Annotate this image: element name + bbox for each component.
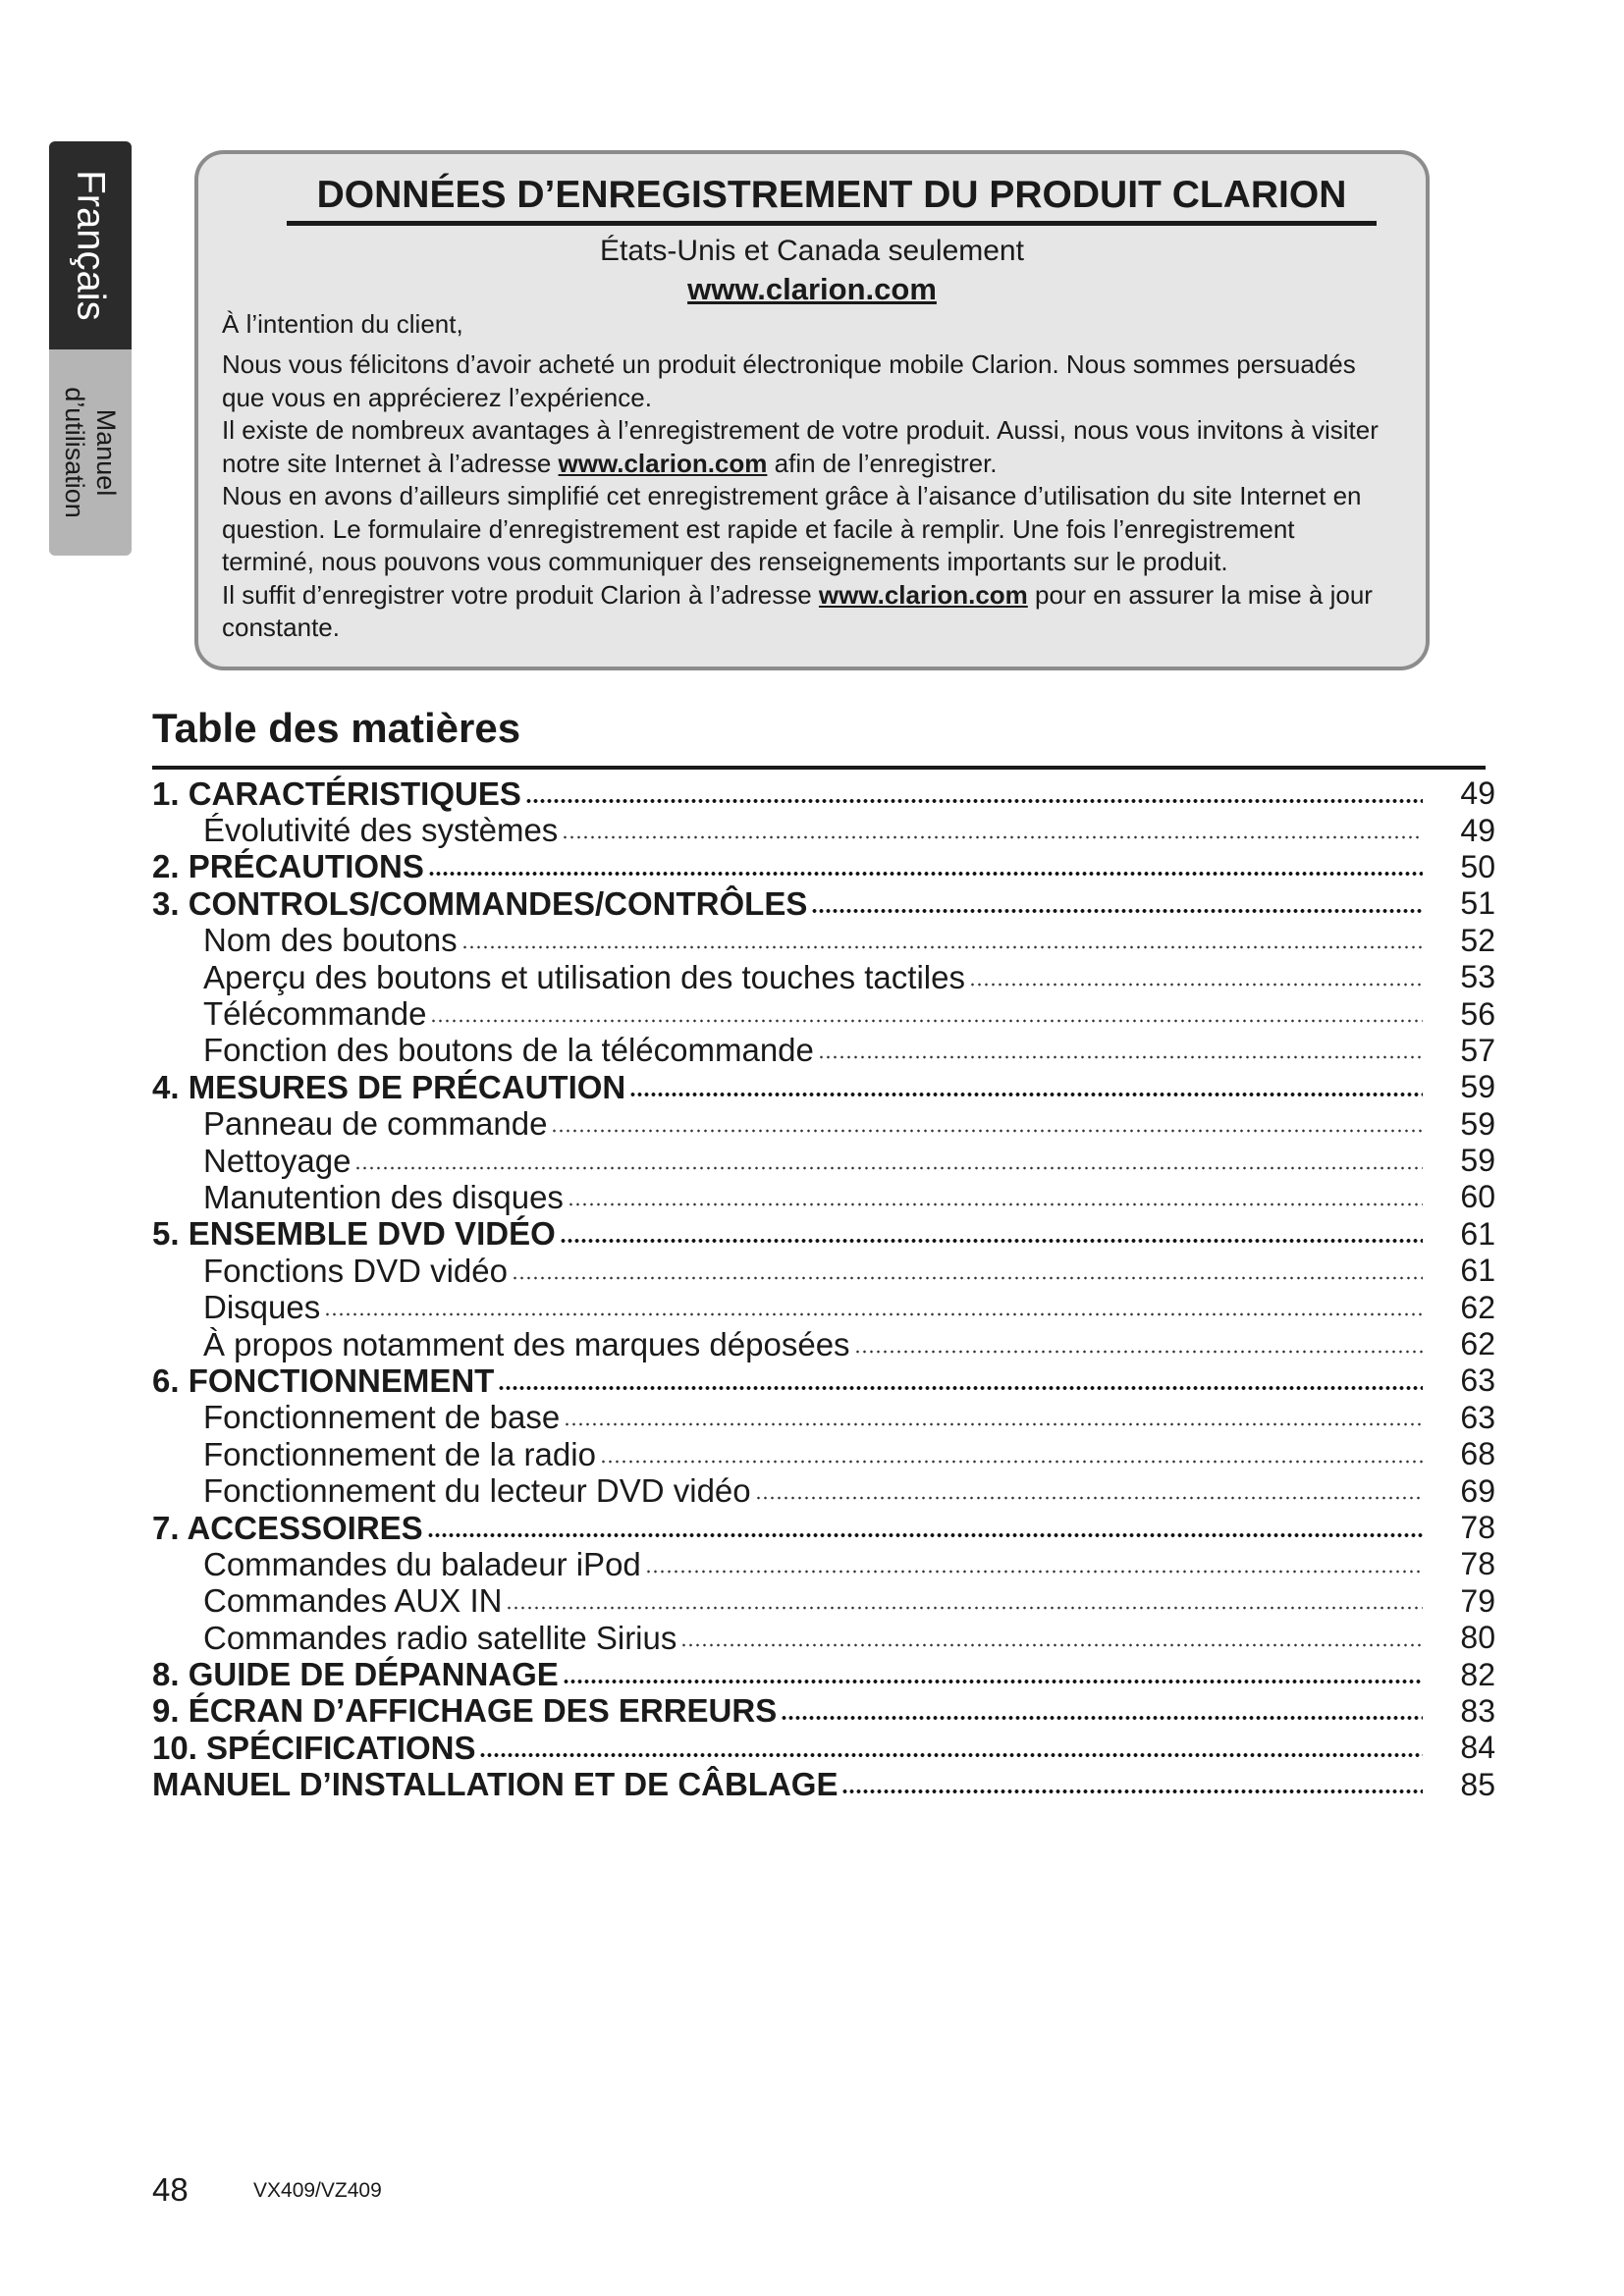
toc-entry-page: 52: [1460, 922, 1495, 958]
toc-entry-leader: [755, 1496, 1423, 1500]
toc-entry-leader: [818, 1055, 1423, 1059]
registration-paragraph-2: [222, 414, 1390, 480]
manual-tab-line2: d’utilisation: [60, 387, 89, 518]
toc-entry-label: Fonctions DVD vidéo: [203, 1252, 508, 1289]
toc-entry-leader: [811, 909, 1423, 913]
toc-entry[interactable]: [152, 1656, 1495, 1692]
toc-entry-label: Télécommande: [203, 995, 427, 1033]
toc-entry[interactable]: [152, 1546, 1495, 1582]
toc-entry[interactable]: [152, 995, 1495, 1032]
toc-entry-label: 4. MESURES DE PRÉCAUTION: [152, 1068, 626, 1105]
toc-entry-leader: [600, 1460, 1423, 1464]
toc-entry-leader: [506, 1606, 1423, 1610]
toc-list: [152, 775, 1495, 1803]
toc-entry-leader: [427, 1533, 1423, 1537]
toc-entry-label: Fonctionnement de la radio: [203, 1435, 596, 1472]
toc-entry-leader: [645, 1570, 1423, 1574]
toc-entry-page: 83: [1460, 1692, 1495, 1729]
toc-entry[interactable]: [152, 1179, 1495, 1215]
toc-entry-label: 3. CONTROLS/COMMANDES/CONTRÔLES: [152, 884, 808, 922]
toc-entry-leader: [854, 1350, 1423, 1354]
toc-entry[interactable]: [152, 1326, 1495, 1362]
toc-entry-leader: [680, 1643, 1423, 1647]
toc-entry-label: Évolutivité des systèmes: [203, 812, 559, 849]
toc-entry-label: Aperçu des boutons et utilisation des touches tactiles: [203, 958, 965, 995]
registration-p2-text-end: afin de l’enregistrer.: [767, 448, 998, 478]
registration-url-link[interactable]: www.clarion.com: [687, 272, 937, 306]
toc-entry[interactable]: [152, 1620, 1495, 1656]
toc-entry-leader: [568, 1202, 1423, 1206]
toc-entry[interactable]: [152, 1216, 1495, 1253]
toc-entry[interactable]: [152, 775, 1495, 812]
toc-entry-label: Fonctionnement de base: [203, 1399, 561, 1436]
toc-entry[interactable]: [152, 1033, 1495, 1069]
toc-entry-page: 69: [1460, 1472, 1495, 1509]
toc-entry-label: Commandes du baladeur iPod: [203, 1545, 641, 1582]
toc-entry-leader: [498, 1386, 1423, 1390]
toc-entry[interactable]: [152, 1436, 1495, 1472]
toc-entry-label: Commandes AUX IN: [203, 1582, 503, 1620]
toc-entry[interactable]: [152, 1693, 1495, 1730]
toc-entry-leader: [629, 1093, 1423, 1096]
toc-entry-page: 49: [1460, 812, 1495, 848]
registration-subtitle: États-Unis et Canada seulement: [600, 235, 1024, 267]
toc-entry-leader: [525, 799, 1423, 803]
registration-body: [222, 348, 1390, 645]
toc-entry-leader: [428, 872, 1423, 876]
toc-entry-leader: [560, 1239, 1423, 1243]
registration-greeting: À l’intention du client,: [222, 309, 463, 339]
language-tab-label: Français: [69, 170, 113, 321]
toc-entry[interactable]: [152, 1289, 1495, 1325]
toc-entry-page: 56: [1460, 995, 1495, 1032]
toc-entry-page: 68: [1460, 1436, 1495, 1472]
registration-p2-link[interactable]: www.clarion.com: [558, 448, 768, 478]
toc-entry[interactable]: [152, 1253, 1495, 1289]
toc-entry-page: 57: [1460, 1032, 1495, 1068]
toc-entry[interactable]: [152, 1106, 1495, 1143]
page-number: 48: [152, 2171, 189, 2208]
toc-entry[interactable]: [152, 1069, 1495, 1105]
toc-entry-label: Nom des boutons: [203, 922, 458, 959]
toc-entry-label: Manutention des disques: [203, 1179, 564, 1215]
toc-entry-label: Fonction des boutons de la télécommande: [203, 1032, 814, 1069]
registration-paragraph-1: Nous vous félicitons d’avoir acheté un produit électronique mobile Clarion. Nous sommes persuadés que vous en apprécierez l’expérience.: [222, 349, 1356, 412]
toc-entry-page: 82: [1460, 1656, 1495, 1692]
toc-entry-label: 5. ENSEMBLE DVD VIDÉO: [152, 1215, 556, 1253]
toc-entry-page: 61: [1460, 1215, 1495, 1252]
toc-entry-label: 10. SPÉCIFICATIONS: [152, 1729, 476, 1766]
toc-entry-page: 50: [1460, 848, 1495, 884]
registration-title: DONNÉES D’ENREGISTREMENT DU PRODUIT CLARION: [287, 174, 1377, 226]
toc-entry[interactable]: [152, 1400, 1495, 1436]
toc-entry-label: MANUEL D’INSTALLATION ET DE CÂBLAGE: [152, 1766, 839, 1803]
registration-p4-link[interactable]: www.clarion.com: [818, 579, 1028, 610]
toc-entry-page: 59: [1460, 1069, 1495, 1105]
toc-entry-label: 1. CARACTÉRISTIQUES: [152, 774, 521, 812]
toc-entry-page: 84: [1460, 1730, 1495, 1766]
toc-entry-page: 63: [1460, 1362, 1495, 1399]
toc-entry[interactable]: [152, 1143, 1495, 1179]
toc-entry-leader: [551, 1129, 1423, 1133]
toc-entry-label: 6. FONCTIONNEMENT: [152, 1362, 495, 1399]
registration-p2-text: Il existe de nombreux avantages à l’enregistrement de votre produit. Aussi, nous vous invitons à visiter notre site Internet à l’adresse: [222, 415, 1379, 478]
toc-entry-label: Panneau de commande: [203, 1105, 548, 1143]
toc-entry[interactable]: [152, 1510, 1495, 1546]
toc-entry-leader: [324, 1312, 1423, 1316]
toc-entry-leader: [781, 1716, 1423, 1720]
toc-entry-page: 53: [1460, 959, 1495, 995]
toc-entry-page: 49: [1460, 775, 1495, 812]
toc-entry-leader: [841, 1789, 1423, 1793]
toc-entry-leader: [564, 1422, 1423, 1426]
toc-entry-page: 59: [1460, 1105, 1495, 1142]
toc-entry-page: 78: [1460, 1546, 1495, 1582]
toc-entry[interactable]: [152, 812, 1495, 848]
registration-p4-text-end: pour en assurer la mise à jour constante.: [222, 579, 1373, 642]
toc-entry[interactable]: [152, 885, 1495, 922]
toc-entry-page: 85: [1460, 1766, 1495, 1802]
toc-entry-leader: [461, 945, 1423, 949]
toc-entry-leader: [512, 1276, 1423, 1280]
registration-paragraph-4: [222, 579, 1390, 645]
toc-entry-leader: [479, 1753, 1423, 1757]
toc-entry[interactable]: [152, 923, 1495, 959]
toc-entry-page: 62: [1460, 1289, 1495, 1325]
toc-entry-page: 79: [1460, 1582, 1495, 1619]
side-tab: [49, 141, 132, 556]
model-number: VX409/VZ409: [253, 2179, 382, 2202]
language-tab[interactable]: [49, 141, 132, 349]
registration-box: [194, 150, 1430, 670]
manual-tab-line1: Manuel: [91, 408, 121, 497]
registration-paragraph-3: Nous en avons d’ailleurs simplifié cet enregistrement grâce à l’aisance d’utilisation du site Internet en question. Le formulaire d’enregistrement est rapide et facile à remplir. Une fois l’enregistrement terminé, nous pouvons vous communiquer des renseignements importants sur le produit.: [222, 481, 1362, 576]
toc-entry[interactable]: [152, 1472, 1495, 1509]
toc-entry-page: 59: [1460, 1143, 1495, 1179]
registration-p4-text: Il suffit d’enregistrer votre produit Clarion à l’adresse: [222, 579, 819, 610]
toc-entry[interactable]: [152, 1767, 1495, 1803]
toc-entry-page: 60: [1460, 1179, 1495, 1215]
toc-entry-page: 63: [1460, 1399, 1495, 1435]
toc-entry[interactable]: [152, 959, 1495, 995]
toc-entry-leader: [562, 835, 1423, 839]
manual-tab: [49, 349, 132, 556]
toc-entry-label: À propos notamment des marques déposées: [203, 1325, 850, 1362]
toc-entry-page: 61: [1460, 1253, 1495, 1289]
toc-entry-leader: [354, 1166, 1423, 1170]
toc-divider: [152, 766, 1486, 770]
toc-entry-label: 7. ACCESSOIRES: [152, 1509, 423, 1546]
toc-entry-label: Commandes radio satellite Sirius: [203, 1619, 677, 1656]
toc-entry[interactable]: [152, 1730, 1495, 1766]
toc-entry-leader: [563, 1680, 1423, 1683]
toc-entry-label: Fonctionnement du lecteur DVD vidéo: [203, 1472, 751, 1510]
toc-title: Table des matières: [152, 705, 521, 751]
toc-entry-label: 8. GUIDE DE DÉPANNAGE: [152, 1656, 559, 1693]
registration-url: [198, 272, 1426, 307]
toc-entry-label: Nettoyage: [203, 1142, 352, 1179]
toc-entry-label: 9. ÉCRAN D’AFFICHAGE DES ERREURS: [152, 1692, 778, 1730]
toc-entry[interactable]: [152, 1362, 1495, 1399]
toc-entry-page: 62: [1460, 1326, 1495, 1362]
toc-entry-leader: [430, 1019, 1423, 1023]
toc-entry[interactable]: [152, 849, 1495, 885]
toc-entry-label: Disques: [203, 1289, 321, 1326]
toc-entry-leader: [969, 983, 1423, 987]
toc-entry-page: 51: [1460, 885, 1495, 922]
toc-entry-label: 2. PRÉCAUTIONS: [152, 848, 424, 885]
toc-entry[interactable]: [152, 1583, 1495, 1620]
toc-entry-page: 78: [1460, 1510, 1495, 1545]
toc-entry-page: 80: [1460, 1620, 1495, 1656]
